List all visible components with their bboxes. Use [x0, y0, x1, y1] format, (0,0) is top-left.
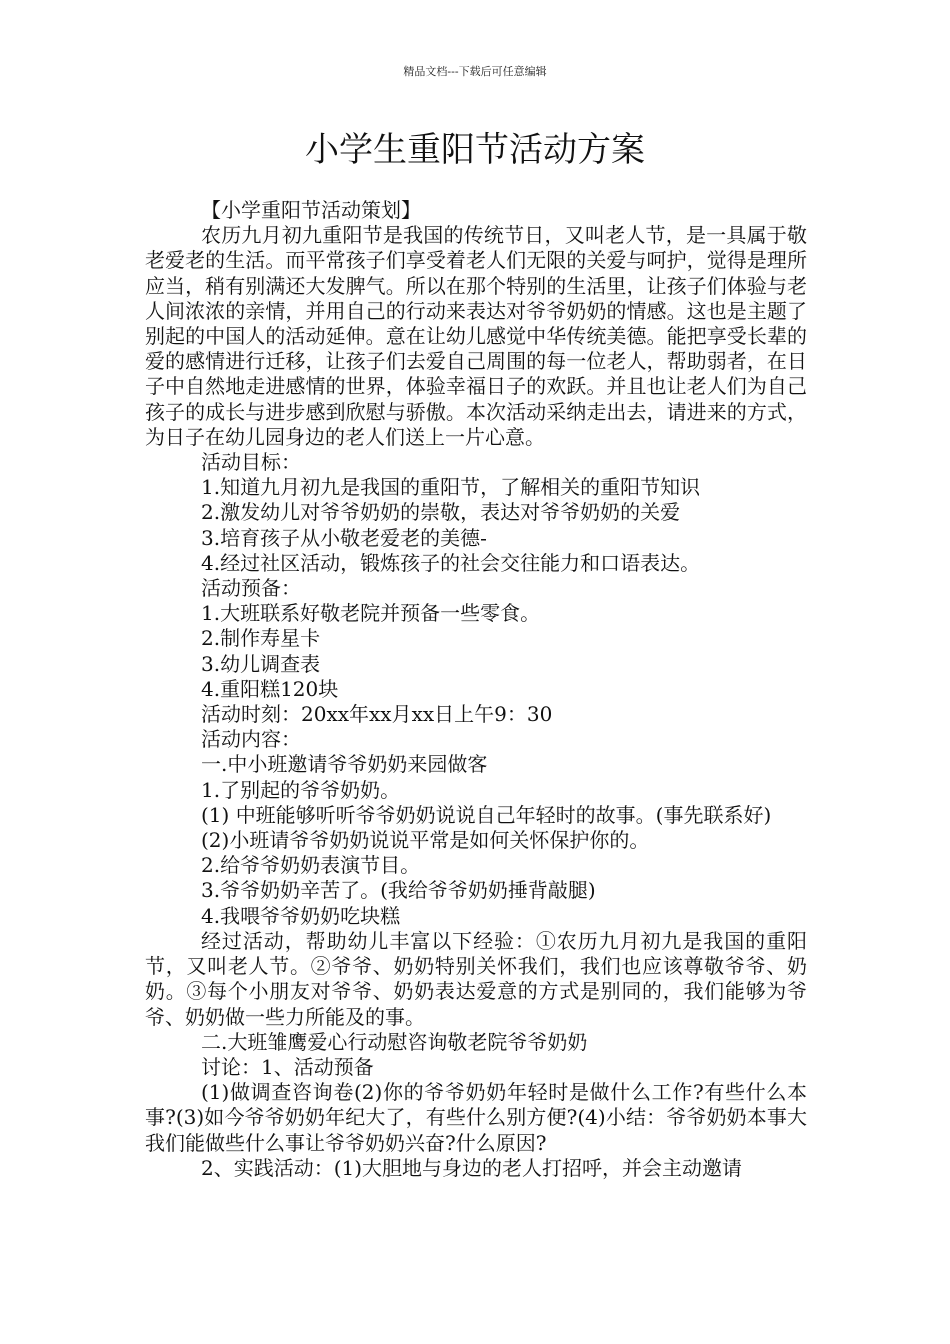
content-item: 3.爷爷奶奶辛苦了。(我给爷爷奶奶捶背敲腿) — [201, 878, 596, 903]
preparation-item: 1.大班联系好敬老院并预备一些零食。 — [201, 601, 541, 626]
content-section-two: 二.大班雏鹰爱心行动慰咨询敬老院爷爷奶奶 — [201, 1029, 588, 1054]
goal-item: 2.激发幼儿对爷爷奶奶的崇敬，表达对爷爷奶奶的关爱 — [201, 500, 681, 525]
preparation-item: 2.制作寿星卡 — [201, 626, 321, 651]
section-heading-plan: 【小学重阳节活动策划】 — [201, 198, 421, 222]
page-header-note: 精品文档---下载后可任意编辑 — [403, 65, 547, 78]
activity-time: 活动时刻：20xx年xx月xx日上午9：30 — [201, 702, 553, 727]
content-heading: 活动内容： — [201, 727, 301, 752]
content-item: 2.给爷爷奶奶表演节目。 — [201, 853, 421, 878]
discussion-paragraph: (1)做调查咨询卷(2)你的爷爷奶奶年轻时是做什么工作?有些什么本事?(3)如今爷爷奶奶年纪大了，有些什么别方便?(4)小结：爷爷奶奶本事大我们能做些什么事让爷爷奶奶兴奋?什么原因? — [145, 1080, 807, 1155]
content-subitem: (1) 中班能够听听爷爷奶奶说说自己年轻时的故事。(事先联系好) — [201, 802, 772, 827]
content-section-one: 一.中小班邀请爷爷奶奶来园做客 — [201, 752, 488, 777]
goal-item: 1.知道九月初九是我国的重阳节，了解相关的重阳节知识 — [201, 475, 701, 500]
goals-heading: 活动目标： — [201, 450, 301, 475]
goal-item: 3.培育孩子从小敬老爱老的美德- — [201, 525, 487, 550]
document-title: 小学生重阳节活动方案 — [305, 130, 645, 170]
preparation-item: 3.幼儿调查表 — [201, 651, 321, 676]
document-body — [145, 198, 807, 1181]
content-item: 1.了别起的爷爷奶奶。 — [201, 777, 401, 802]
intro-paragraph: 农历九月初九重阳节是我国的传统节日，又叫老人节，是一具属于敬老爱老的生活。而平常孩子们享受着老人们无限的关爱与呵护，觉得是理所应当，稍有别满还大发脾气。所以在那个特别的生活里，让孩子们体验与老人间浓浓的亲情，并用自己的行动来表达对爷爷奶奶的情感。这也是主题了别起的中国人的活动延伸。意在让幼儿感觉中华传统美德。能把享受长辈的爱的感情进行迁移，让孩子们去爱自己周围的每一位老人，帮助弱者，在日子中自然地走进感情的世界，体验幸福日子的欢跃。并且也让老人们为自己孩子的成长与进步感到欣慰与骄傲。本次活动采纳走出去，请进来的方式，为日子在幼儿园身边的老人们送上一片心意。 — [145, 223, 807, 449]
practice-paragraph: 2、实践活动：(1)大胆地与身边的老人打招呼，并会主动邀请 — [201, 1155, 743, 1180]
experience-paragraph: 经过活动，帮助幼儿丰富以下经验：①农历九月初九是我国的重阳节，又叫老人节。②爷爷、奶奶特别关怀我们，我们也应该尊敬爷爷、奶奶。③每个小朋友对爷爷、奶奶表达爱意的方式是别同的，我们能够为爷爷、奶奶做一些力所能及的事。 — [145, 928, 807, 1029]
discussion-heading: 讨论：1、活动预备 — [201, 1054, 374, 1079]
preparation-item: 4.重阳糕120块 — [201, 676, 339, 701]
content-subitem: (2)小班请爷爷奶奶说说平常是如何关怀保护你的。 — [201, 828, 650, 853]
content-item: 4.我喂爷爷奶奶吃块糕 — [201, 903, 401, 928]
goal-item: 4.经过社区活动，锻炼孩子的社会交往能力和口语表达。 — [201, 550, 701, 575]
preparation-heading: 活动预备： — [201, 576, 301, 601]
